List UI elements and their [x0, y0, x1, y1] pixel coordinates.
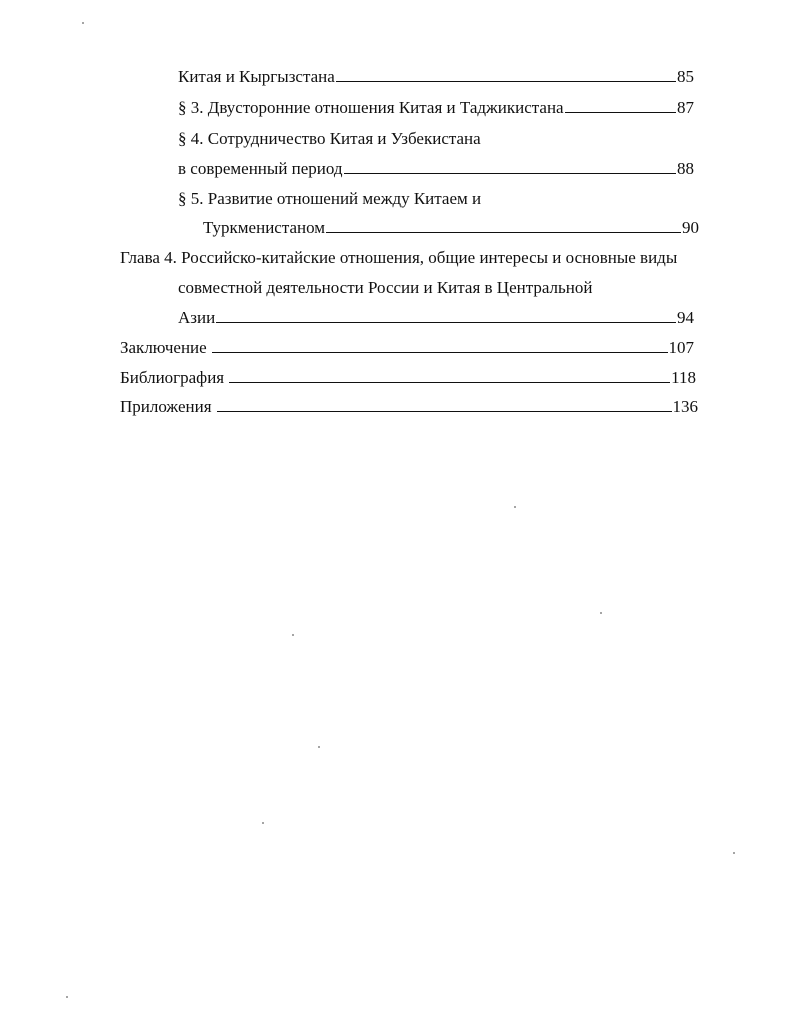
toc-entry-page: 87	[677, 98, 694, 117]
toc-entry	[120, 248, 677, 268]
toc-leader	[326, 218, 681, 233]
toc-entry	[120, 338, 694, 358]
toc-entry-title: Азии	[178, 308, 216, 327]
toc-entry-page: 136	[672, 397, 698, 416]
toc-entry	[178, 67, 694, 87]
scan-speck	[600, 612, 602, 614]
toc-entry-page: 88	[677, 159, 694, 178]
toc-entry	[203, 218, 699, 238]
scan-speck	[733, 852, 735, 854]
scan-speck	[66, 996, 68, 998]
scan-speck	[82, 22, 84, 24]
toc-entry-page: 107	[668, 338, 694, 357]
scan-speck	[514, 506, 516, 508]
toc-entry-title: Библиография	[120, 368, 225, 387]
toc-entry-title: Заключение	[120, 338, 207, 357]
scan-speck	[262, 822, 264, 824]
toc-entry	[178, 278, 592, 298]
toc-leader	[344, 159, 676, 174]
toc-entry-title: § 4. Сотрудничество Китая и Узбекистана	[178, 129, 481, 148]
scan-speck	[318, 746, 320, 748]
toc-entry-title: Китая и Кыргызстана	[178, 67, 335, 86]
toc-leader	[565, 98, 676, 113]
toc-entry-title: § 5. Развитие отношений между Китаем и	[178, 189, 482, 208]
toc-entry	[178, 129, 481, 149]
toc-leader	[336, 67, 676, 82]
toc-leader	[212, 338, 668, 353]
toc-entry-page: 90	[682, 218, 699, 237]
toc-entry-title: Приложения	[120, 397, 212, 416]
toc-entry	[178, 189, 481, 209]
scan-speck	[292, 634, 294, 636]
toc-entry-title: Туркменистаном	[203, 218, 326, 237]
toc-leader	[229, 368, 670, 383]
toc-entry	[120, 368, 696, 388]
toc-entry-page: 118	[671, 368, 696, 387]
toc-entry	[178, 159, 694, 179]
toc-entry	[120, 397, 698, 417]
toc-leader	[217, 397, 672, 412]
toc-entry-page: 94	[677, 308, 694, 327]
toc-entry-title: § 3. Двусторонние отношения Китая и Таджикистана	[178, 98, 564, 117]
toc-entry	[178, 98, 694, 118]
toc-leader	[216, 308, 676, 323]
toc-entry-title: Глава 4. Российско-китайские отношения, общие интересы и основные виды	[120, 248, 678, 267]
toc-entry-page: 85	[677, 67, 694, 86]
toc-entry-title: совместной деятельности России и Китая в Центральной	[178, 278, 593, 297]
toc-entry-title: в современный период	[178, 159, 343, 178]
toc-entry	[178, 308, 694, 328]
